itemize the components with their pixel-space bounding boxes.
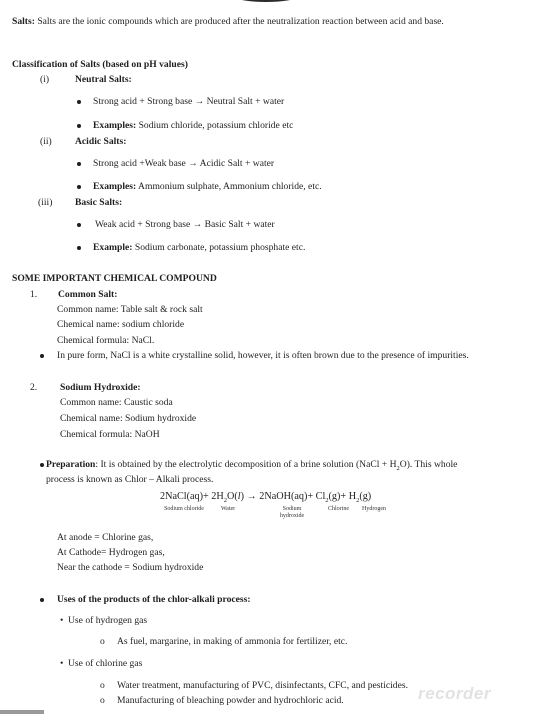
chlorine-use-item: Water treatment, manufacturing of PVC, disinfectants, CFC, and pesticides.	[117, 680, 408, 691]
scroll-indicator[interactable]	[0, 710, 44, 714]
electrode-line: Near the cathode = Sodium hydroxide	[57, 562, 204, 573]
preparation-line-2: process is known as Chlor – Alkali process.	[46, 474, 214, 485]
chlorine-uses-label: Use of chlorine gas	[68, 658, 143, 669]
subscript: 2	[325, 497, 329, 505]
preparation-label: Preparation	[46, 459, 96, 470]
common-salt-line: Chemical formula: NaCl.	[57, 335, 155, 346]
examples-text: Ammonium sulphate, Ammonium chloride, etc.	[138, 181, 322, 192]
preparation-text: : It is obtained by the electrolytic decomposition of a brine solution (NaCl + H	[95, 459, 397, 470]
eq-part: ) → 2NaOH(aq)+ Cl	[240, 491, 326, 502]
group-numeral: (i)	[40, 74, 50, 85]
top-edge-mark	[236, 0, 296, 2]
item-number: 1.	[30, 289, 38, 300]
eq-part: (g)	[359, 491, 372, 502]
hydrogen-uses-label: Use of hydrogen gas	[68, 615, 148, 626]
circle-bullet: o	[100, 680, 105, 691]
neutral-reaction: Strong acid + Strong base → Neutral Salt + water	[93, 96, 285, 107]
bullet-dot	[77, 185, 81, 189]
item-number: 2.	[30, 382, 38, 393]
compounds-heading: SOME IMPORTANT CHEMICAL COMPOUND	[12, 273, 217, 284]
eq-part: O(	[227, 491, 238, 502]
eq-part: 2NaCl(aq)+ 2H	[160, 491, 224, 502]
salts-definition	[12, 17, 444, 27]
neutral-examples	[93, 121, 293, 131]
label-water: Water	[221, 506, 236, 512]
hydrogen-use-item: As fuel, margarine, in making of ammonia for fertilizer, etc.	[117, 636, 348, 647]
basic-examples	[93, 243, 305, 253]
electrode-line: At anode = Chlorine gas,	[57, 532, 154, 543]
electrode-line: At Cathode= Hydrogen gas,	[57, 547, 165, 558]
subscript: 2	[223, 497, 227, 505]
eq-part: l	[237, 491, 241, 502]
group-numeral: (ii)	[40, 136, 52, 147]
small-bullet: •	[60, 658, 64, 669]
subscript: 2	[356, 497, 360, 505]
label-sodium-hydroxide: Sodium hydroxide	[279, 506, 305, 519]
salts-label: Salts:	[12, 16, 35, 27]
uses-heading: Uses of the products of the chlor-alkali process:	[57, 594, 251, 605]
naoh-line: Common name: Caustic soda	[60, 397, 173, 408]
acidic-examples	[93, 182, 322, 192]
label-hydrogen: Hydrogen	[362, 506, 386, 512]
label-chlorine: Chlorine	[328, 506, 349, 512]
subscript: 2	[396, 464, 400, 472]
bullet-dot	[40, 598, 44, 602]
acidic-reaction: Strong acid +Weak base → Acidic Salt + water	[93, 158, 275, 169]
sodium-hydroxide-title: Sodium Hydroxide:	[60, 382, 141, 393]
group-numeral: (iii)	[38, 197, 53, 208]
small-bullet: •	[60, 615, 64, 626]
naoh-line: Chemical name: Sodium hydroxide	[60, 413, 197, 424]
common-salt-line: Chemical name: sodium chloride	[57, 319, 185, 330]
examples-text: Sodium chloride, potassium chloride etc	[138, 120, 294, 131]
examples-text: Sodium carbonate, potassium phosphate etc.	[134, 242, 306, 253]
basic-reaction: Weak acid + Strong base → Basic Salt + water	[95, 219, 275, 230]
naoh-line: Chemical formula: NaOH	[60, 429, 160, 440]
classification-heading: Classification of Salts (based on pH values)	[12, 59, 188, 70]
common-salt-line: Common name: Table salt & rock salt	[57, 304, 203, 315]
bullet-dot	[77, 124, 81, 128]
label-sodium-chloride: Sodium chloride	[164, 506, 204, 512]
examples-label: Example:	[93, 242, 133, 253]
nacl-note: In pure form, NaCl is a white crystalline solid, however, it is often brown due to the presence of impurities.	[57, 350, 469, 361]
recorder-watermark: recorder	[418, 684, 491, 703]
eq-part: (g)+ H	[328, 491, 357, 502]
bullet-dot	[77, 162, 81, 166]
basic-salts-title: Basic Salts:	[75, 197, 123, 208]
preparation-line-1	[46, 460, 457, 472]
preparation-text-end: O). This whole	[399, 459, 458, 470]
common-salt-title: Common Salt:	[58, 289, 118, 300]
bullet-dot	[40, 354, 44, 358]
neutral-salts-title: Neutral Salts:	[75, 74, 132, 85]
acidic-salts-title: Acidic Salts:	[75, 136, 127, 147]
bullet-dot	[77, 246, 81, 250]
examples-label: Examples:	[93, 120, 137, 131]
circle-bullet: o	[100, 695, 105, 706]
bullet-dot	[77, 100, 81, 104]
salts-text: Salts are the ionic compounds which are produced after the neutralization reaction between acid and base.	[37, 16, 444, 27]
chlor-alkali-equation	[160, 492, 371, 505]
circle-bullet: o	[100, 636, 105, 647]
bullet-dot	[77, 223, 81, 227]
chlorine-use-item: Manufacturing of bleaching powder and hydrochloric acid.	[117, 695, 344, 706]
examples-label: Examples:	[93, 181, 137, 192]
bullet-dot	[40, 463, 44, 467]
